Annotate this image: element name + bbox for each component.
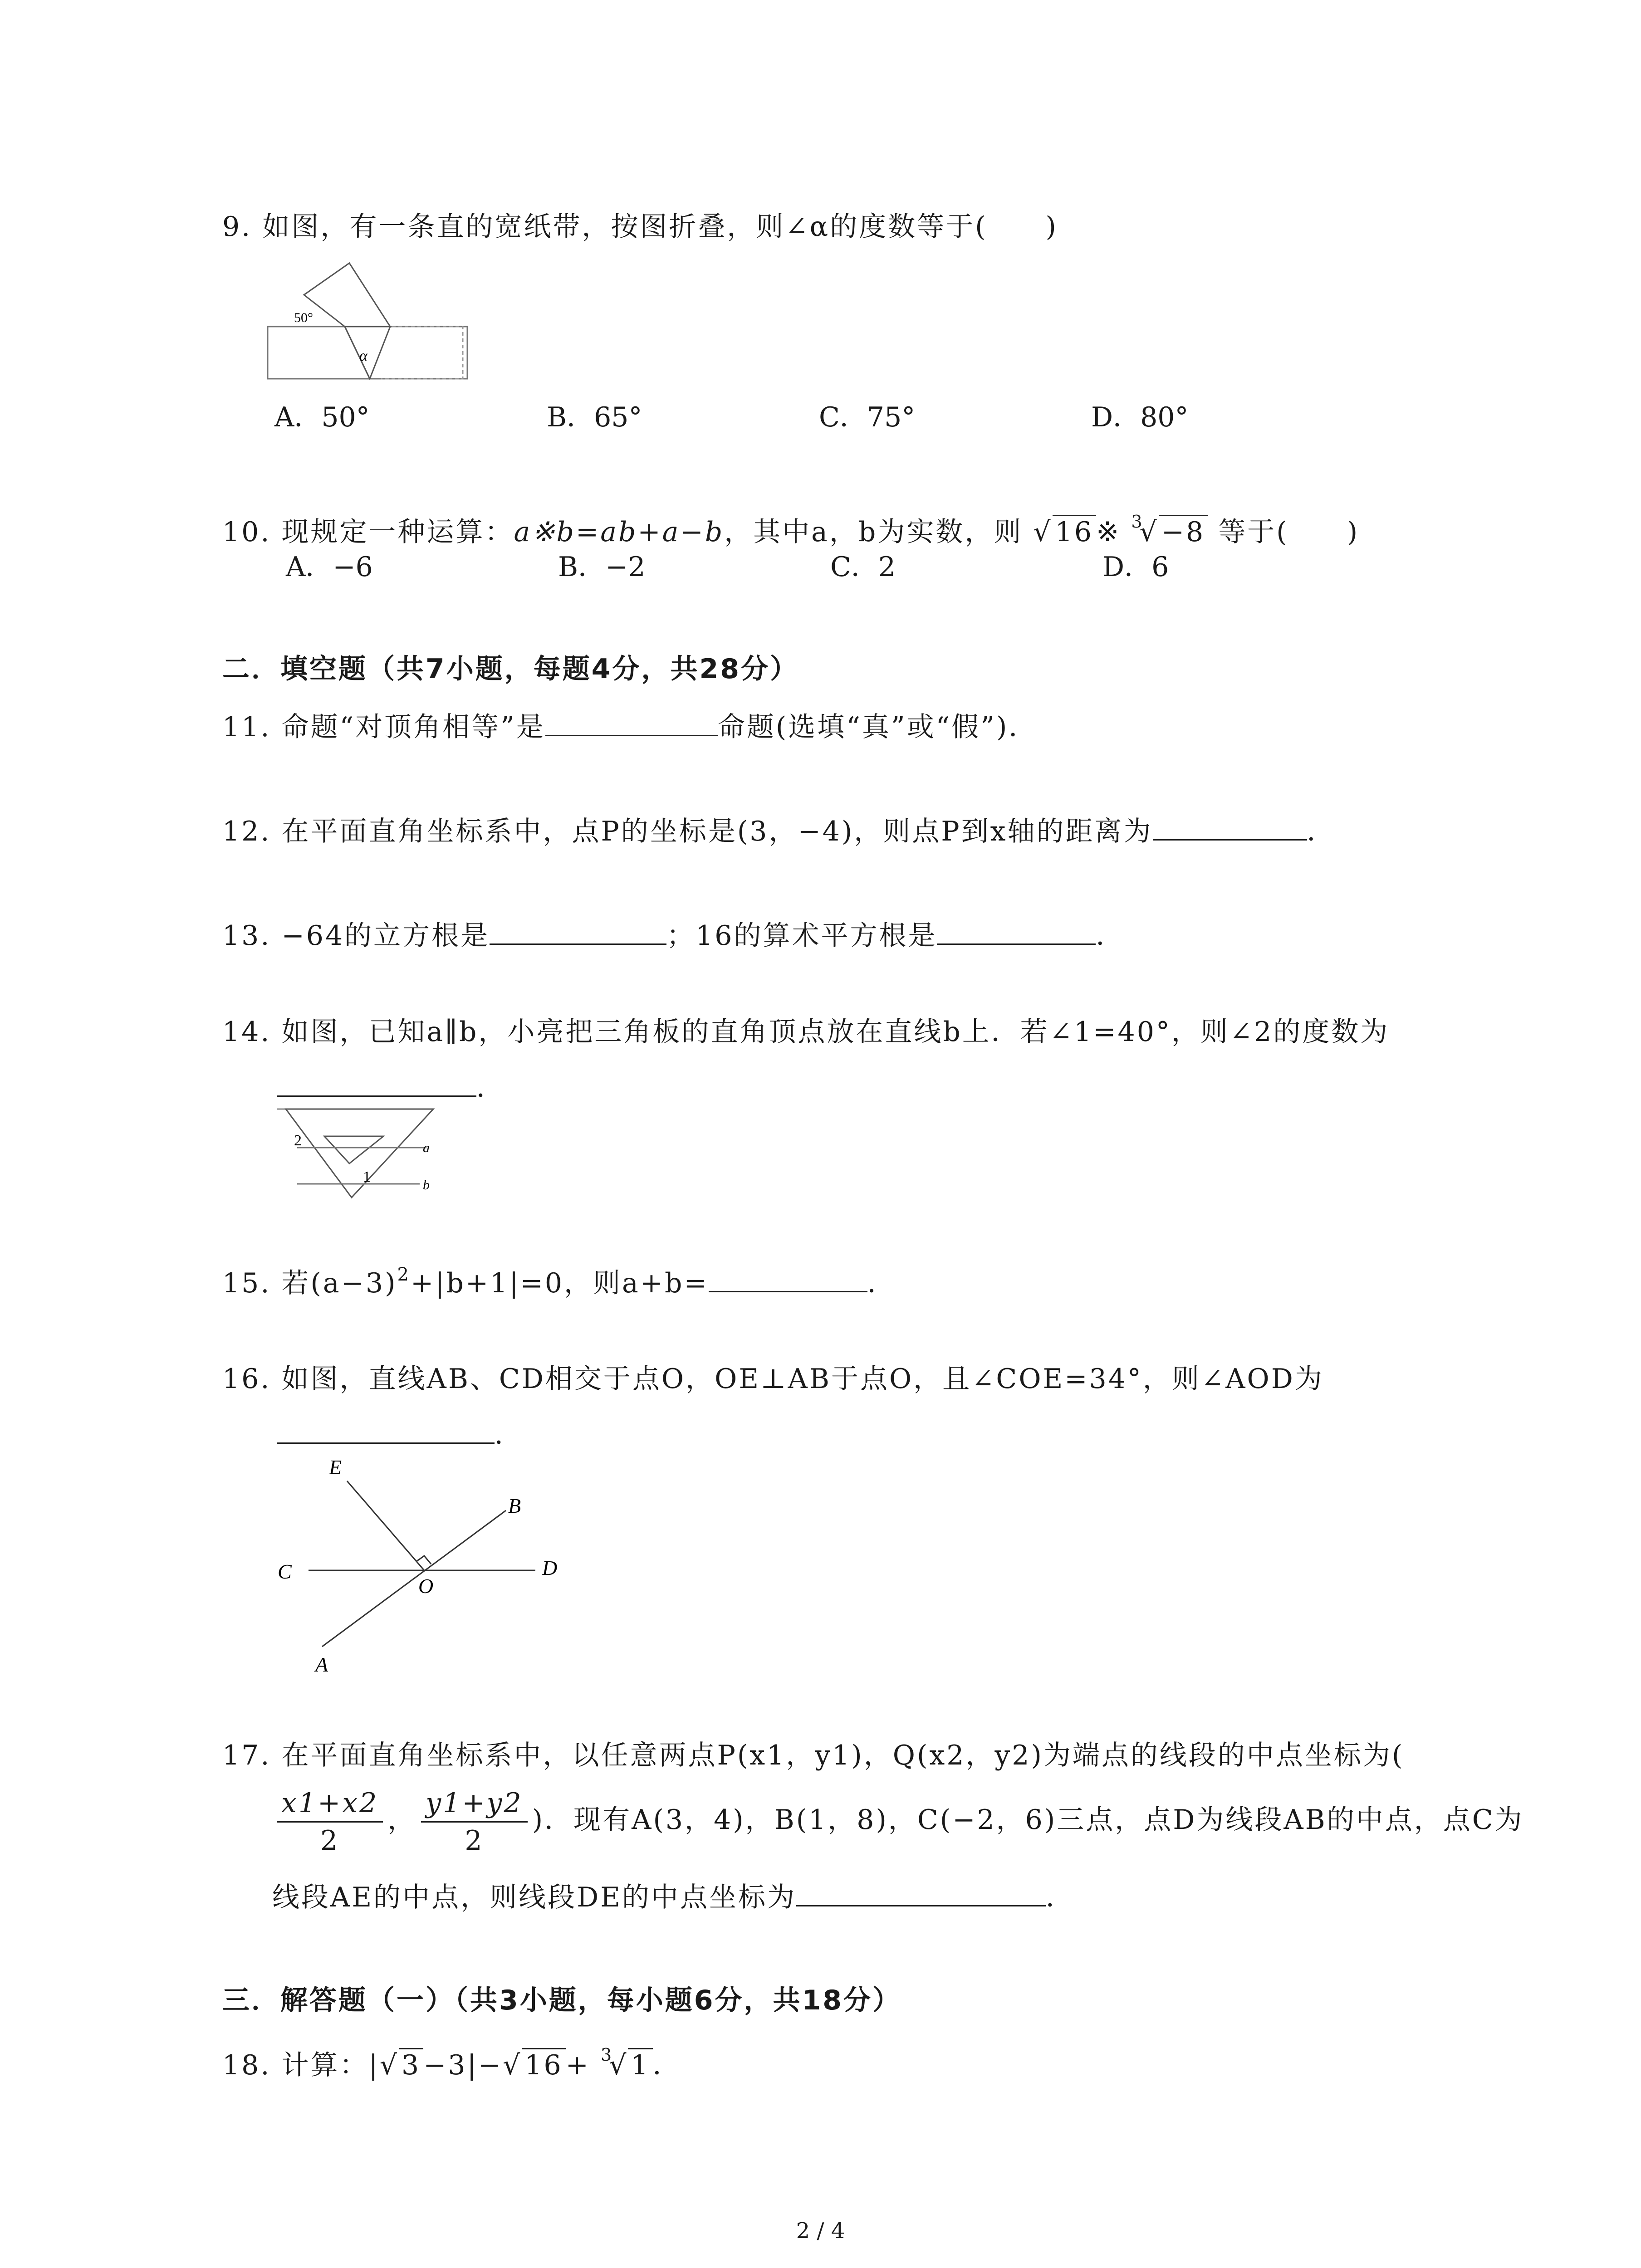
q18-prefix: 18. 计算：| (222, 2049, 380, 2081)
q10-mid: ，其中a，b为实数，则 (724, 516, 1023, 548)
q10-stem: 10. 现规定一种运算：a※b=ab+a−b，其中a，b为实数，则 √ 16 ※ $^3$√ −8 等于( ) (222, 512, 1360, 548)
section3-title: 三．解答题（一）（共3小题，每小题6分，共18分） (222, 1984, 901, 2016)
q11-text-a: 11. 命题“对顶角相等”是 (222, 711, 545, 743)
q14-label-b: b (423, 1178, 430, 1193)
q9-option-c: C．75° (819, 401, 916, 433)
q16-label-e: E (329, 1456, 342, 1479)
q17-frac1-denominator: 2 (320, 1825, 340, 1857)
q14-label-a: a (423, 1140, 430, 1155)
q13-text-a: 13. −64的立方根是 (222, 920, 490, 952)
q10-expr: a※b=ab+a−b (514, 516, 725, 548)
q10-cbrt-index: 3 (1131, 512, 1144, 532)
q17-line3-text: 线段AE的中点，则线段DE的中点坐标为 (272, 1882, 797, 1913)
q16-label-b: B (508, 1494, 521, 1517)
q10-option-b: B．−2 (558, 551, 646, 583)
q16-label-c: C (278, 1560, 292, 1583)
q12-answer-blank[interactable] (1153, 812, 1307, 841)
q14-figure (277, 1102, 467, 1207)
q16-label-o: O (418, 1574, 434, 1598)
q16-label-d: D (542, 1556, 558, 1579)
q14-label-1: 1 (363, 1168, 371, 1185)
q16-stem: 16. 如图，直线AB、CD相交于点O，OE⊥AB于点O，且∠COE=34°，则∠AOD为 (222, 1363, 1324, 1395)
q13-end: ． (1096, 920, 1125, 952)
q18-sqrt1-arg: 3 (399, 2048, 423, 2081)
q10-option-a: A．−6 (286, 551, 373, 583)
q15-answer-blank[interactable] (709, 1264, 867, 1292)
q17-frac2-denominator: 2 (465, 1825, 484, 1857)
q9-figure (263, 259, 472, 395)
q16-answer-blank[interactable] (277, 1415, 495, 1444)
q9-alpha-label: α (359, 347, 367, 364)
q15-end: ． (867, 1267, 896, 1299)
q13-text-b: ；16的算术平方根是 (666, 920, 937, 952)
q17-fraction-x (277, 1785, 383, 1859)
q14-stem: 14. 如图，已知a∥b，小亮把三角板的直角顶点放在直线b上．若∠1=40°，则∠2的度数为 (222, 1016, 1390, 1048)
q13 (222, 916, 1125, 954)
q18: 18. 计算：|√ 3 −3|−√ 16 + $^3$√ 1 ． (222, 2045, 682, 2081)
q16-label-a: A (315, 1653, 328, 1676)
q17-frac1-numerator: x1+x2 (277, 1785, 383, 1823)
q14-label-2: 2 (294, 1132, 302, 1149)
q10-option-d: D．6 (1102, 551, 1169, 583)
q10-option-c: C．2 (830, 551, 896, 583)
section2-title: 二．填空题（共7小题，每题4分，共28分） (222, 653, 799, 685)
q10-prefix: 10. 现规定一种运算： (222, 516, 514, 548)
q17-line3 (272, 1878, 1075, 1916)
page-number: 2 / 4 (796, 2218, 845, 2244)
q17-end: ． (1046, 1882, 1075, 1913)
q17-fraction-y (421, 1785, 527, 1859)
q15 (222, 1256, 896, 1301)
q16-end: ． (495, 1419, 524, 1451)
q12 (222, 812, 1336, 850)
q11 (222, 708, 1038, 745)
q18-mid1: −3|− (423, 2049, 503, 2081)
q16-figure (272, 1447, 590, 1687)
q15-text-a: 15. 若(a−3) (222, 1267, 397, 1299)
q9-angle-label: 50° (294, 310, 313, 325)
q10-sqrt-arg: 16 (1053, 515, 1096, 548)
q10-suffix: 等于( ) (1218, 516, 1360, 548)
q14-answer-line (277, 1068, 505, 1106)
q12-end: ． (1307, 816, 1336, 847)
q17-line2: $\frac{x1+x2}{2}$ ， $\frac{y1+y2}{2}$ )．现有A(3，4)，B(1，8)，C(−2，6)三点，点D为线段AB的中点，点C为 (272, 1785, 1524, 1859)
q17-frac2-numerator: y1+y2 (421, 1785, 527, 1823)
q18-cbrt-index: 3 (601, 2045, 614, 2065)
q18-cbrt-arg: 1 (628, 2048, 652, 2081)
q17-line1: 17. 在平面直角坐标系中，以任意两点P(x1，y1)，Q(x2，y2)为端点的线段的中点坐标为( (222, 1740, 1405, 1771)
q11-text-b: 命题(选填“真”或“假”)． (717, 711, 1038, 743)
q9-stem: 9. 如图，有一条直的宽纸带，按图折叠，则∠α的度数等于( ) (222, 211, 1058, 243)
q12-text: 12. 在平面直角坐标系中，点P的坐标是(3，−4)，则点P到x轴的距离为 (222, 816, 1153, 847)
q10-cbrt-arg: −8 (1159, 515, 1208, 548)
q18-mid2: + (565, 2049, 590, 2081)
q15-text-b: +|b+1|=0，则a+b= (410, 1267, 709, 1299)
q13-answer-blank-2[interactable] (937, 916, 1096, 945)
q13-answer-blank-1[interactable] (490, 916, 666, 945)
q18-end: ． (652, 2049, 682, 2081)
q18-sqrt2-arg: 16 (522, 2048, 565, 2081)
q14-answer-blank[interactable] (277, 1068, 476, 1097)
q9-option-d: D．80° (1091, 401, 1189, 433)
q17-line2-rest: )．现有A(3，4)，B(1，8)，C(−2，6)三点，点D为线段AB的中点，点C为 (532, 1804, 1524, 1836)
q17-answer-blank[interactable] (796, 1878, 1046, 1906)
q9-option-b: B．65° (547, 401, 642, 433)
q11-answer-blank[interactable] (545, 708, 718, 736)
q15-exponent: 2 (397, 1264, 411, 1285)
q14-end: ． (476, 1072, 505, 1104)
q9-option-a: A．50° (274, 401, 370, 433)
q10-op: ※ (1096, 516, 1121, 548)
